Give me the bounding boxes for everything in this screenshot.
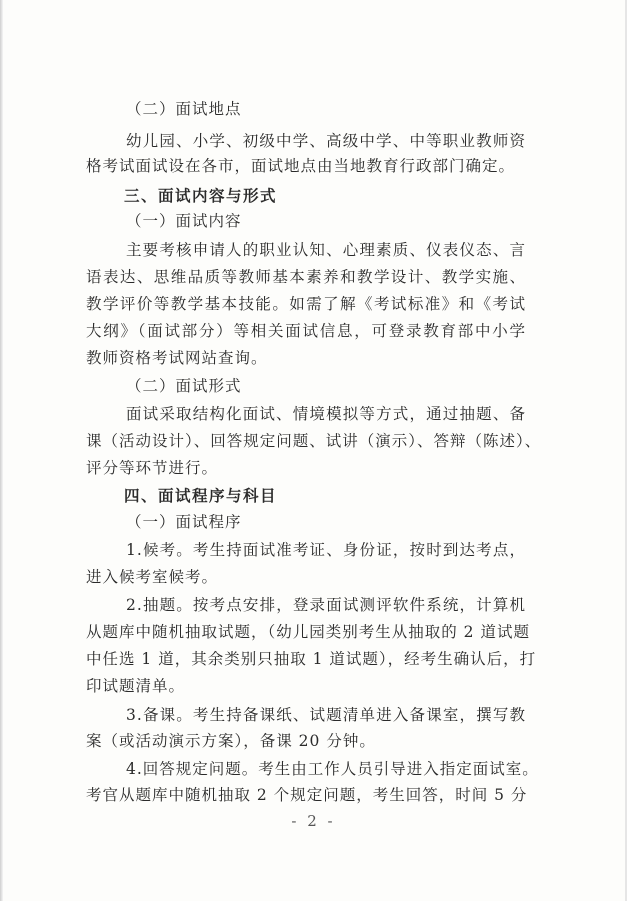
- scan-shadow-left: [0, 0, 3, 901]
- paragraph-line: 考官从题库中随机抽取 2 个规定问题，考生回答，时间 5 分: [86, 786, 528, 804]
- subheading-interview-procedure: （一）面试程序: [126, 513, 242, 531]
- page-number: - 2 -: [291, 812, 336, 830]
- paragraph-line: 语表达、思维品质等教师基本素养和教学设计、教学实施、: [86, 268, 526, 286]
- paragraph-line: 教师资格考试网站查询。: [86, 349, 268, 367]
- paragraph-line: 面试采取结构化面试、情境模拟等方式，通过抽题、备: [126, 405, 526, 423]
- paragraph-line: 1.候考。考生持面试准考证、身份证，按时到达考点，: [126, 541, 526, 559]
- subheading-interview-form: （二）面试形式: [126, 377, 242, 395]
- paragraph-line: 课（活动设计）、回答规定问题、试讲（演示）、答辩（陈述）、: [86, 432, 542, 450]
- paragraph-line: 印试题清单。: [86, 677, 186, 695]
- paragraph-line: 2.抽题。按考点安排，登录面试测评软件系统，计算机: [126, 596, 526, 614]
- subheading-interview-location: （二）面试地点: [126, 100, 242, 118]
- subheading-interview-content: （一）面试内容: [126, 212, 242, 230]
- section-heading-content-and-form: 三、面试内容与形式: [124, 187, 278, 205]
- paragraph-line: 幼儿园、小学、初级中学、高级中学、中等职业教师资: [126, 132, 526, 150]
- paragraph-line: 案（或活动演示方案），备课 20 分钟。: [86, 732, 376, 750]
- paragraph-line: 格考试面试设在各市，面试地点由当地教育行政部门确定。: [86, 157, 516, 175]
- paragraph-line: 4.回答规定问题。考生由工作人员引导进入指定面试室。: [126, 760, 539, 778]
- paragraph-line: 评分等环节进行。: [86, 459, 219, 477]
- paragraph-line: 进入候考室候考。: [86, 568, 219, 586]
- paragraph-line: 中任选 1 道，其余类别只抽取 1 道试题），经考生确认后，打: [86, 650, 537, 668]
- section-heading-procedure-and-subjects: 四、面试程序与科目: [124, 487, 278, 505]
- paragraph-line: 大纲》（面试部分）等相关面试信息，可登录教育部中小学: [86, 322, 526, 340]
- paragraph-line: 主要考核申请人的职业认知、心理素质、仪表仪态、言: [126, 241, 526, 259]
- paragraph-line: 从题库中随机抽取试题，（幼儿园类别考生从抽取的 2 道试题: [86, 623, 530, 641]
- paragraph-line: 3.备课。考生持备课纸、试题清单进入备课室，撰写教: [126, 706, 526, 724]
- paragraph-line: 教学评价等教学基本技能。如需了解《考试标准》和《考试: [86, 295, 526, 313]
